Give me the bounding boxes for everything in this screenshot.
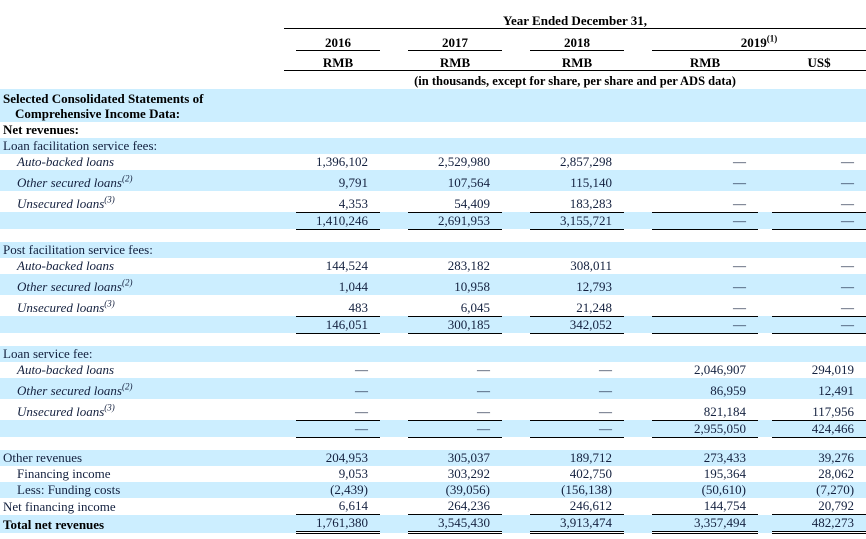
table-row-subtotal	[0, 420, 866, 437]
table-header-currency-row	[0, 50, 866, 70]
table-row	[0, 170, 866, 191]
amount-cell: 86,959	[652, 378, 758, 399]
spacer-cell	[0, 50, 284, 70]
amount-cell: (39,056)	[408, 482, 502, 498]
table-row-total	[0, 515, 866, 533]
row-label: Financing income	[17, 466, 111, 481]
row-label: Auto-backed loans	[17, 362, 115, 377]
spacer-cell	[284, 28, 296, 50]
year-ended-title: Year Ended December 31,	[284, 0, 866, 28]
amount-cell: —	[733, 258, 746, 273]
amount-cell: —	[733, 154, 746, 169]
spacer-cell	[284, 154, 296, 170]
amount-cell: 482,273	[772, 515, 866, 533]
table-row	[0, 450, 866, 466]
spacer-cell	[380, 378, 408, 399]
amount-cell: 10,958	[408, 274, 502, 295]
spacer-cell	[758, 515, 772, 533]
row-label-text: Unsecured loans	[17, 404, 105, 419]
table-row	[0, 346, 866, 362]
spacer-cell	[380, 258, 408, 274]
amount-cell: —	[477, 362, 490, 377]
amount-cell: (7,270)	[772, 482, 866, 498]
footnote-marker-3: (3)	[104, 402, 115, 413]
currency-header-2017: RMB	[408, 50, 502, 70]
amount-cell: 342,052	[530, 316, 624, 333]
row-label: Auto-backed loans	[17, 154, 115, 169]
spacer-cell	[502, 191, 530, 212]
amount-cell: 54,409	[408, 191, 502, 212]
section-spacer	[0, 333, 866, 346]
amount-cell: 144,524	[325, 258, 368, 273]
amount-cell: 39,276	[772, 450, 866, 466]
spacer-cell	[380, 362, 408, 378]
spacer-cell	[624, 466, 652, 482]
spacer-cell	[284, 498, 296, 515]
row-label: Other revenues	[0, 450, 284, 466]
amount-cell: 146,051	[296, 316, 380, 333]
amount-cell: —	[841, 258, 855, 273]
currency-header-2019-rmb: RMB	[652, 50, 758, 70]
spacer-cell	[284, 212, 296, 229]
amount-cell: 1,044	[296, 274, 380, 295]
spacer-cell	[624, 420, 652, 437]
spacer-cell	[502, 399, 530, 420]
row-label	[0, 399, 284, 420]
row-label-text: Unsecured loans	[17, 300, 105, 315]
amount-cell: 115,140	[530, 170, 624, 191]
amount-cell: —	[296, 420, 380, 437]
currency-header-2019-usd: US$	[772, 50, 866, 70]
spacer-cell	[380, 420, 408, 437]
amount-cell: 483	[296, 295, 380, 316]
amount-cell: —	[652, 274, 758, 295]
table-row	[0, 466, 866, 482]
spacer-cell	[758, 498, 772, 515]
table-row	[0, 362, 866, 378]
footnote-marker-1: (1)	[766, 33, 778, 44]
spacer-cell	[380, 450, 408, 466]
section-spacer	[0, 437, 866, 450]
spacer-cell	[284, 466, 296, 482]
row-label: Loan facilitation service fees:	[0, 138, 866, 154]
units-note: (in thousands, except for share, per share and per ADS data)	[414, 74, 736, 88]
spacer-cell	[284, 191, 296, 212]
spacer-cell	[380, 170, 408, 191]
table-row	[0, 191, 866, 212]
amount-cell: 117,956	[772, 399, 866, 420]
spacer-cell	[0, 28, 284, 50]
spacer-cell	[624, 170, 652, 191]
amount-cell: (156,138)	[530, 482, 624, 498]
year-column-header-2017: 2017	[408, 28, 502, 50]
spacer-cell	[284, 450, 296, 466]
spacer-cell	[502, 258, 530, 274]
spacer-cell	[502, 515, 530, 533]
amount-cell: 305,037	[408, 450, 502, 466]
amount-cell: 3,913,474	[530, 515, 624, 533]
spacer-cell	[624, 316, 652, 333]
amount-cell: 300,185	[408, 316, 502, 333]
amount-cell: 402,750	[569, 466, 612, 481]
amount-cell: 294,019	[811, 362, 855, 377]
spacer-cell	[624, 274, 652, 295]
spacer-cell	[380, 498, 408, 515]
spacer-cell	[284, 50, 296, 70]
spacer-cell	[758, 154, 772, 170]
amount-cell: 3,357,494	[652, 515, 758, 533]
amount-cell: 144,754	[652, 498, 758, 515]
amount-cell: 107,564	[408, 170, 502, 191]
table-row	[0, 122, 866, 138]
spacer-cell	[758, 362, 772, 378]
table-row	[0, 378, 866, 399]
amount-cell: —	[652, 170, 758, 191]
spacer-cell	[502, 378, 530, 399]
spacer-cell	[380, 154, 408, 170]
spacer-cell	[502, 466, 530, 482]
spacer-cell	[502, 362, 530, 378]
table-row	[0, 258, 866, 274]
amount-cell: 303,292	[447, 466, 490, 481]
section-title-line1: Selected Consolidated Statements of	[3, 91, 204, 106]
amount-cell: —	[652, 212, 758, 229]
spacer-cell	[624, 482, 652, 498]
spacer-cell	[0, 70, 284, 89]
spacer-cell	[758, 466, 772, 482]
amount-cell: 3,155,721	[530, 212, 624, 229]
spacer-cell	[758, 482, 772, 498]
spacer-cell	[284, 295, 296, 316]
section-title-line2: Comprehensive Income Data:	[15, 106, 181, 121]
spacer-cell	[502, 274, 530, 295]
amount-cell: 21,248	[530, 295, 624, 316]
amount-cell: 189,712	[530, 450, 624, 466]
amount-cell: —	[408, 420, 502, 437]
amount-cell: 2,529,980	[438, 154, 490, 169]
amount-cell: —	[408, 399, 502, 420]
spacer-cell	[624, 258, 652, 274]
spacer-cell	[380, 191, 408, 212]
spacer-cell	[758, 420, 772, 437]
spacer-cell	[624, 515, 652, 533]
table-row-subtotal	[0, 212, 866, 229]
row-label-text: Other secured loans	[17, 175, 122, 190]
amount-cell: —	[408, 378, 502, 399]
spacer-cell	[624, 498, 652, 515]
spacer-cell	[758, 170, 772, 191]
row-label-text: Other secured loans	[17, 383, 122, 398]
amount-cell: —	[772, 295, 866, 316]
spacer-cell	[758, 450, 772, 466]
amount-cell: 6,045	[408, 295, 502, 316]
amount-cell: —	[296, 378, 380, 399]
spacer-cell	[502, 450, 530, 466]
row-label: Net financing income	[3, 498, 116, 514]
row-label	[0, 191, 284, 212]
spacer-cell	[502, 28, 530, 50]
spacer-cell	[284, 258, 296, 274]
spacer-cell	[624, 450, 652, 466]
amount-cell: 28,062	[818, 466, 855, 481]
spacer-cell	[284, 170, 296, 191]
amount-cell: —	[652, 191, 758, 212]
year-column-header-2019	[652, 28, 866, 50]
spacer-cell	[380, 515, 408, 533]
row-label: Total net revenues	[0, 515, 284, 533]
spacer-cell	[502, 170, 530, 191]
spacer-cell	[380, 399, 408, 420]
spacer-cell	[502, 50, 530, 70]
spacer-cell	[758, 50, 772, 70]
spacer-cell	[502, 295, 530, 316]
table-row	[0, 274, 866, 295]
row-label: Loan service fee:	[0, 346, 866, 362]
spacer-cell	[624, 399, 652, 420]
footnote-marker-3: (3)	[104, 194, 115, 205]
row-label	[0, 378, 284, 399]
spacer-cell	[624, 50, 652, 70]
amount-cell: 20,792	[772, 498, 866, 515]
amount-cell: 9,053	[338, 466, 368, 481]
spacer-cell	[758, 212, 772, 229]
amount-cell: —	[530, 378, 624, 399]
row-label: Net revenues:	[3, 122, 79, 137]
footnote-marker-2: (2)	[121, 277, 133, 288]
spacer-cell	[624, 295, 652, 316]
row-label: Post facilitation service fees:	[0, 242, 866, 258]
amount-cell: 12,491	[772, 378, 866, 399]
spacer-cell	[758, 191, 772, 212]
spacer-cell	[380, 28, 408, 50]
spacer-cell	[502, 154, 530, 170]
amount-cell: —	[599, 362, 612, 377]
amount-cell: —	[772, 212, 866, 229]
spacer-cell	[380, 274, 408, 295]
spacer-cell	[380, 212, 408, 229]
spacer-cell	[758, 399, 772, 420]
row-label: Auto-backed loans	[17, 258, 115, 273]
row-label-text: Unsecured loans	[17, 196, 105, 211]
year-column-header-2016: 2016	[296, 28, 380, 50]
spacer-cell	[0, 333, 866, 346]
amount-cell: 283,182	[447, 258, 490, 273]
amount-cell: 183,283	[530, 191, 624, 212]
amount-cell: 2,691,953	[408, 212, 502, 229]
section-title	[0, 89, 866, 122]
amount-cell: —	[530, 420, 624, 437]
row-label	[0, 316, 284, 333]
amount-cell: 424,466	[772, 420, 866, 437]
amount-cell: 821,184	[652, 399, 758, 420]
row-label	[0, 295, 284, 316]
year-column-header-2018: 2018	[530, 28, 624, 50]
row-label-text: Other secured loans	[17, 279, 122, 294]
spacer-cell	[758, 274, 772, 295]
spacer-cell	[0, 0, 284, 28]
year-label: 2019	[740, 34, 767, 50]
spacer-cell	[380, 295, 408, 316]
footnote-marker-2: (2)	[121, 381, 133, 392]
amount-cell: 1,761,380	[296, 515, 380, 533]
row-label	[0, 170, 284, 191]
table-header-units-row	[0, 70, 866, 89]
amount-cell: 9,791	[296, 170, 380, 191]
table-row	[0, 242, 866, 258]
spacer-cell	[624, 362, 652, 378]
spacer-cell	[758, 316, 772, 333]
amount-cell: —	[652, 295, 758, 316]
spacer-cell	[624, 154, 652, 170]
amount-cell: —	[530, 399, 624, 420]
amount-cell: —	[355, 362, 368, 377]
amount-cell: —	[772, 170, 866, 191]
spacer-cell	[284, 420, 296, 437]
table-row	[0, 295, 866, 316]
amount-cell: 4,353	[296, 191, 380, 212]
row-label: Less: Funding costs	[0, 482, 284, 498]
table-header-title-row	[0, 0, 866, 28]
footnote-marker-2: (2)	[121, 173, 133, 184]
spacer-cell	[502, 420, 530, 437]
spacer-cell	[502, 482, 530, 498]
spacer-cell	[284, 274, 296, 295]
amount-cell: 264,236	[408, 498, 502, 515]
spacer-cell	[284, 515, 296, 533]
spacer-cell	[624, 378, 652, 399]
amount-cell: —	[841, 154, 855, 169]
amount-cell: 246,612	[530, 498, 624, 515]
amount-cell: 12,793	[530, 274, 624, 295]
spacer-cell	[758, 295, 772, 316]
spacer-cell	[624, 212, 652, 229]
amount-cell: 2,046,907	[694, 362, 746, 377]
spacer-cell	[380, 482, 408, 498]
amount-cell: —	[296, 399, 380, 420]
amount-cell: 204,953	[296, 450, 380, 466]
amount-cell: 308,011	[570, 258, 612, 273]
spacer-cell	[284, 482, 296, 498]
amount-cell: —	[772, 191, 866, 212]
amount-cell: 2,955,050	[652, 420, 758, 437]
amount-cell: 273,433	[652, 450, 758, 466]
amount-cell: —	[772, 316, 866, 333]
amount-cell: 195,364	[703, 466, 746, 481]
table-row	[0, 399, 866, 420]
spacer-cell	[0, 229, 866, 242]
spacer-cell	[624, 28, 652, 50]
table-row	[0, 498, 866, 515]
spacer-cell	[502, 498, 530, 515]
spacer-cell	[380, 50, 408, 70]
row-label	[0, 212, 284, 229]
table-row	[0, 138, 866, 154]
spacer-cell	[380, 466, 408, 482]
section-spacer	[0, 229, 866, 242]
amount-cell: 1,410,246	[296, 212, 380, 229]
table-row-subtotal	[0, 316, 866, 333]
footnote-marker-3: (3)	[104, 298, 115, 309]
currency-header-2018: RMB	[530, 50, 624, 70]
amount-cell: 6,614	[296, 498, 380, 515]
spacer-cell	[0, 437, 866, 450]
amount-cell: 1,396,102	[316, 154, 368, 169]
spacer-cell	[758, 378, 772, 399]
spacer-cell	[284, 362, 296, 378]
amount-cell: —	[772, 274, 866, 295]
spacer-cell	[758, 258, 772, 274]
spacer-cell	[502, 212, 530, 229]
table-row	[0, 154, 866, 170]
row-label	[0, 274, 284, 295]
table-row-section-title	[0, 89, 866, 122]
spacer-cell	[284, 316, 296, 333]
amount-cell: 2,857,298	[560, 154, 612, 169]
spacer-cell	[624, 191, 652, 212]
amount-cell: (50,610)	[652, 482, 758, 498]
spacer-cell	[502, 316, 530, 333]
amount-cell: (2,439)	[296, 482, 380, 498]
amount-cell: —	[652, 316, 758, 333]
spacer-cell	[284, 399, 296, 420]
currency-header-2016: RMB	[296, 50, 380, 70]
spacer-cell	[380, 316, 408, 333]
amount-cell: 3,545,430	[408, 515, 502, 533]
spacer-cell	[284, 378, 296, 399]
row-label	[0, 420, 284, 437]
table-row	[0, 482, 866, 498]
table-header-years-row	[0, 28, 866, 50]
